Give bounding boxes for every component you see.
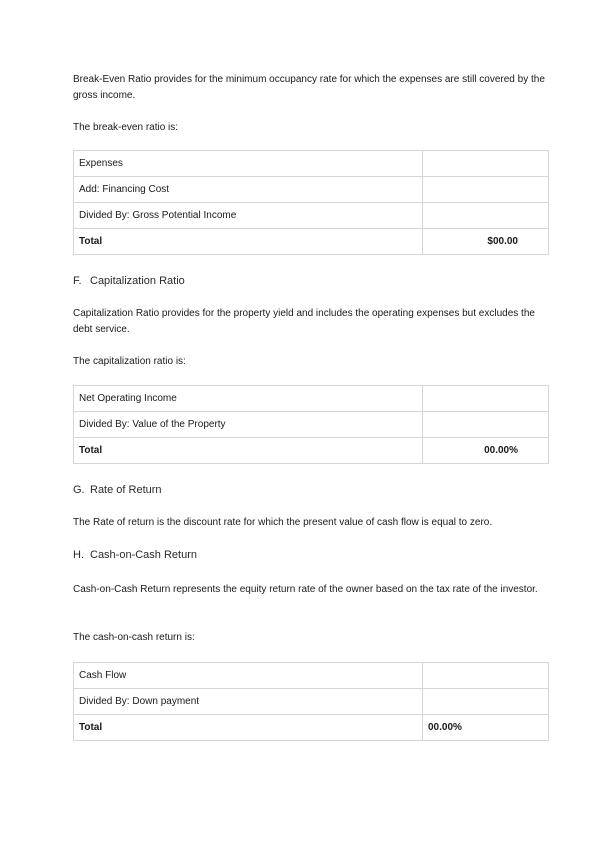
- section-number: F.: [73, 275, 82, 287]
- row-value: [423, 386, 549, 412]
- total-row: [74, 438, 549, 464]
- section-heading-rate-of-return: [73, 483, 162, 497]
- capitalization-lead: The capitalization ratio is:: [73, 356, 186, 367]
- total-value: $00.00: [423, 229, 549, 255]
- table-row: [74, 177, 549, 203]
- section-heading-cash-on-cash: [73, 548, 197, 562]
- row-value: [423, 689, 549, 715]
- row-label: Net Operating Income: [74, 386, 423, 412]
- total-label: Total: [74, 229, 423, 255]
- cash-on-cash-lead: The cash-on-cash return is:: [73, 632, 195, 643]
- section-title: Cash-on-Cash Return: [90, 549, 197, 561]
- table-row: [74, 689, 549, 715]
- row-value: [423, 412, 549, 438]
- break-even-lead: The break-even ratio is:: [73, 122, 179, 133]
- total-value: 00.00%: [423, 715, 549, 741]
- rate-of-return-intro: The Rate of return is the discount rate for which the present value of cash flow is equal to zero.: [73, 517, 493, 528]
- cash-on-cash-intro: Cash-on-Cash Return represents the equity return rate of the owner based on the tax rate of the investor.: [73, 584, 538, 595]
- total-label: Total: [74, 438, 423, 464]
- break-even-intro: Break-Even Ratio provides for the minimum occupancy rate for which the expenses are still covered by the gross income.: [73, 74, 545, 101]
- row-value: [423, 177, 549, 203]
- row-value: [423, 203, 549, 229]
- total-label: Total: [74, 715, 423, 741]
- row-label: Add: Financing Cost: [74, 177, 423, 203]
- table-row: [74, 151, 549, 177]
- row-value: [423, 151, 549, 177]
- row-label: Divided By: Value of the Property: [74, 412, 423, 438]
- table-row: [74, 412, 549, 438]
- capitalization-intro: Capitalization Ratio provides for the property yield and includes the operating expenses but excludes the debt service.: [73, 308, 535, 335]
- section-title: Capitalization Ratio: [90, 275, 185, 287]
- break-even-table: [73, 150, 549, 255]
- total-value: 00.00%: [423, 438, 549, 464]
- section-heading-capitalization: [73, 274, 185, 288]
- table-row: [74, 386, 549, 412]
- capitalization-table: [73, 385, 549, 464]
- row-value: [423, 663, 549, 689]
- cash-on-cash-table: [73, 662, 549, 741]
- row-label: Cash Flow: [74, 663, 423, 689]
- section-title: Rate of Return: [90, 484, 162, 496]
- total-row: [74, 715, 549, 741]
- document-page: [73, 0, 549, 849]
- table-row: [74, 203, 549, 229]
- section-number: H.: [73, 549, 84, 561]
- total-row: [74, 229, 549, 255]
- row-label: Expenses: [74, 151, 423, 177]
- row-label: Divided By: Gross Potential Income: [74, 203, 423, 229]
- row-label: Divided By: Down payment: [74, 689, 423, 715]
- section-number: G.: [73, 484, 85, 496]
- table-row: [74, 663, 549, 689]
